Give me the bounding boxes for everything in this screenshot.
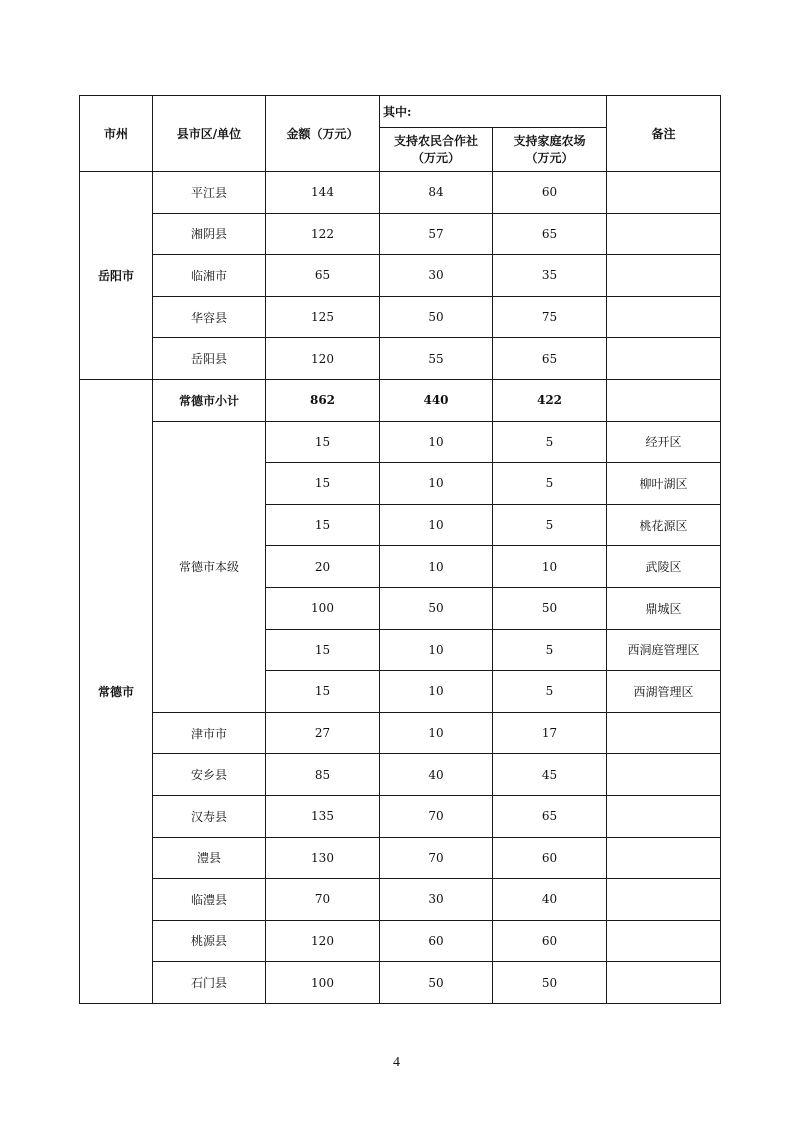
table-row — [80, 172, 721, 214]
coop-cell: 57 — [380, 213, 493, 255]
coop-cell: 40 — [380, 754, 493, 796]
unit-cell: 湘阴县 — [153, 213, 266, 255]
table-row — [80, 338, 721, 380]
note-cell — [607, 172, 721, 214]
amount-cell: 130 — [266, 837, 380, 879]
note-cell — [607, 712, 721, 754]
farm-cell: 60 — [493, 920, 607, 962]
coop-cell: 30 — [380, 255, 493, 297]
amount-cell: 20 — [266, 546, 380, 588]
note-cell — [607, 338, 721, 380]
coop-cell: 10 — [380, 712, 493, 754]
farm-cell: 35 — [493, 255, 607, 297]
note-cell: 桃花源区 — [607, 504, 721, 546]
amount-cell: 100 — [266, 587, 380, 629]
farm-cell: 75 — [493, 296, 607, 338]
coop-cell: 10 — [380, 504, 493, 546]
note-cell — [607, 213, 721, 255]
coop-cell: 70 — [380, 795, 493, 837]
header-farm-unit: （万元） — [525, 150, 574, 165]
header-farm-label: 支持家庭农场 — [513, 133, 586, 148]
amount-cell: 15 — [266, 671, 380, 713]
table-row — [80, 920, 721, 962]
subtotal-row — [80, 379, 721, 421]
note-cell — [607, 837, 721, 879]
farm-cell: 60 — [493, 837, 607, 879]
farm-cell: 17 — [493, 712, 607, 754]
header-of-which: 其中: — [380, 96, 607, 128]
coop-cell: 84 — [380, 172, 493, 214]
farm-cell: 5 — [493, 671, 607, 713]
page-number: 4 — [393, 1055, 400, 1070]
note-cell: 西湖管理区 — [607, 671, 721, 713]
farm-cell: 50 — [493, 962, 607, 1004]
amount-cell: 144 — [266, 172, 380, 214]
unit-cell: 岳阳县 — [153, 338, 266, 380]
amount-cell: 120 — [266, 338, 380, 380]
table-row — [80, 754, 721, 796]
coop-cell: 50 — [380, 962, 493, 1004]
farm-cell: 65 — [493, 213, 607, 255]
header-city: 市州 — [80, 96, 153, 172]
note-cell — [607, 879, 721, 921]
farm-cell: 5 — [493, 629, 607, 671]
note-cell — [607, 920, 721, 962]
amount-cell: 122 — [266, 213, 380, 255]
coop-cell: 70 — [380, 837, 493, 879]
farm-cell: 65 — [493, 795, 607, 837]
table-row — [80, 837, 721, 879]
unit-cell: 临澧县 — [153, 879, 266, 921]
table-row — [80, 213, 721, 255]
unit-cell: 平江县 — [153, 172, 266, 214]
note-cell: 武陵区 — [607, 546, 721, 588]
table-row — [80, 712, 721, 754]
coop-cell: 10 — [380, 421, 493, 463]
note-cell: 西洞庭管理区 — [607, 629, 721, 671]
table-row — [80, 296, 721, 338]
unit-cell: 桃源县 — [153, 920, 266, 962]
subtotal-amount: 862 — [266, 379, 380, 421]
header-coop-label: 支持农民合作社 — [393, 133, 478, 148]
farm-cell: 45 — [493, 754, 607, 796]
coop-cell: 10 — [380, 463, 493, 505]
coop-cell: 55 — [380, 338, 493, 380]
header-coop-unit: （万元） — [411, 150, 460, 165]
amount-cell: 15 — [266, 421, 380, 463]
amount-cell: 100 — [266, 962, 380, 1004]
farm-cell: 40 — [493, 879, 607, 921]
farm-cell: 65 — [493, 338, 607, 380]
note-cell — [607, 962, 721, 1004]
note-cell — [607, 296, 721, 338]
farm-cell: 5 — [493, 463, 607, 505]
subtotal-farm: 422 — [493, 379, 607, 421]
table-row — [80, 879, 721, 921]
farm-cell: 60 — [493, 172, 607, 214]
header-coop — [380, 128, 493, 172]
subtotal-note — [607, 379, 721, 421]
unit-cell: 澧县 — [153, 837, 266, 879]
amount-cell: 15 — [266, 629, 380, 671]
amount-cell: 120 — [266, 920, 380, 962]
note-cell: 柳叶湖区 — [607, 463, 721, 505]
farm-cell: 5 — [493, 421, 607, 463]
subtotal-coop: 440 — [380, 379, 493, 421]
header-row-1 — [80, 96, 721, 128]
amount-cell: 15 — [266, 504, 380, 546]
header-unit: 县市区/单位 — [153, 96, 266, 172]
allocation-table — [79, 95, 721, 1004]
farm-cell: 10 — [493, 546, 607, 588]
unit-cell: 石门县 — [153, 962, 266, 1004]
city-changde: 常德市 — [80, 379, 153, 1003]
header-farm — [493, 128, 607, 172]
table-row — [80, 962, 721, 1004]
note-cell: 鼎城区 — [607, 587, 721, 629]
city-yueyang: 岳阳市 — [80, 172, 153, 380]
farm-cell: 5 — [493, 504, 607, 546]
amount-cell: 70 — [266, 879, 380, 921]
coop-cell: 50 — [380, 296, 493, 338]
subtotal-unit: 常德市小计 — [153, 379, 266, 421]
coop-cell: 30 — [380, 879, 493, 921]
table-row — [80, 255, 721, 297]
note-cell — [607, 255, 721, 297]
farm-cell: 50 — [493, 587, 607, 629]
table-row — [80, 795, 721, 837]
amount-cell: 65 — [266, 255, 380, 297]
note-cell — [607, 795, 721, 837]
coop-cell: 50 — [380, 587, 493, 629]
note-cell — [607, 754, 721, 796]
coop-cell: 10 — [380, 629, 493, 671]
table-row — [80, 421, 721, 463]
unit-cell: 临湘市 — [153, 255, 266, 297]
amount-cell: 27 — [266, 712, 380, 754]
amount-cell: 135 — [266, 795, 380, 837]
amount-cell: 15 — [266, 463, 380, 505]
amount-cell: 85 — [266, 754, 380, 796]
unit-cell: 华容县 — [153, 296, 266, 338]
note-cell: 经开区 — [607, 421, 721, 463]
header-amount: 金额（万元） — [266, 96, 380, 172]
unit-cell: 安乡县 — [153, 754, 266, 796]
coop-cell: 10 — [380, 671, 493, 713]
unit-cell: 津市市 — [153, 712, 266, 754]
unit-changde-city-level: 常德市本级 — [153, 421, 266, 712]
coop-cell: 60 — [380, 920, 493, 962]
coop-cell: 10 — [380, 546, 493, 588]
amount-cell: 125 — [266, 296, 380, 338]
header-note: 备注 — [607, 96, 721, 172]
unit-cell: 汉寿县 — [153, 795, 266, 837]
